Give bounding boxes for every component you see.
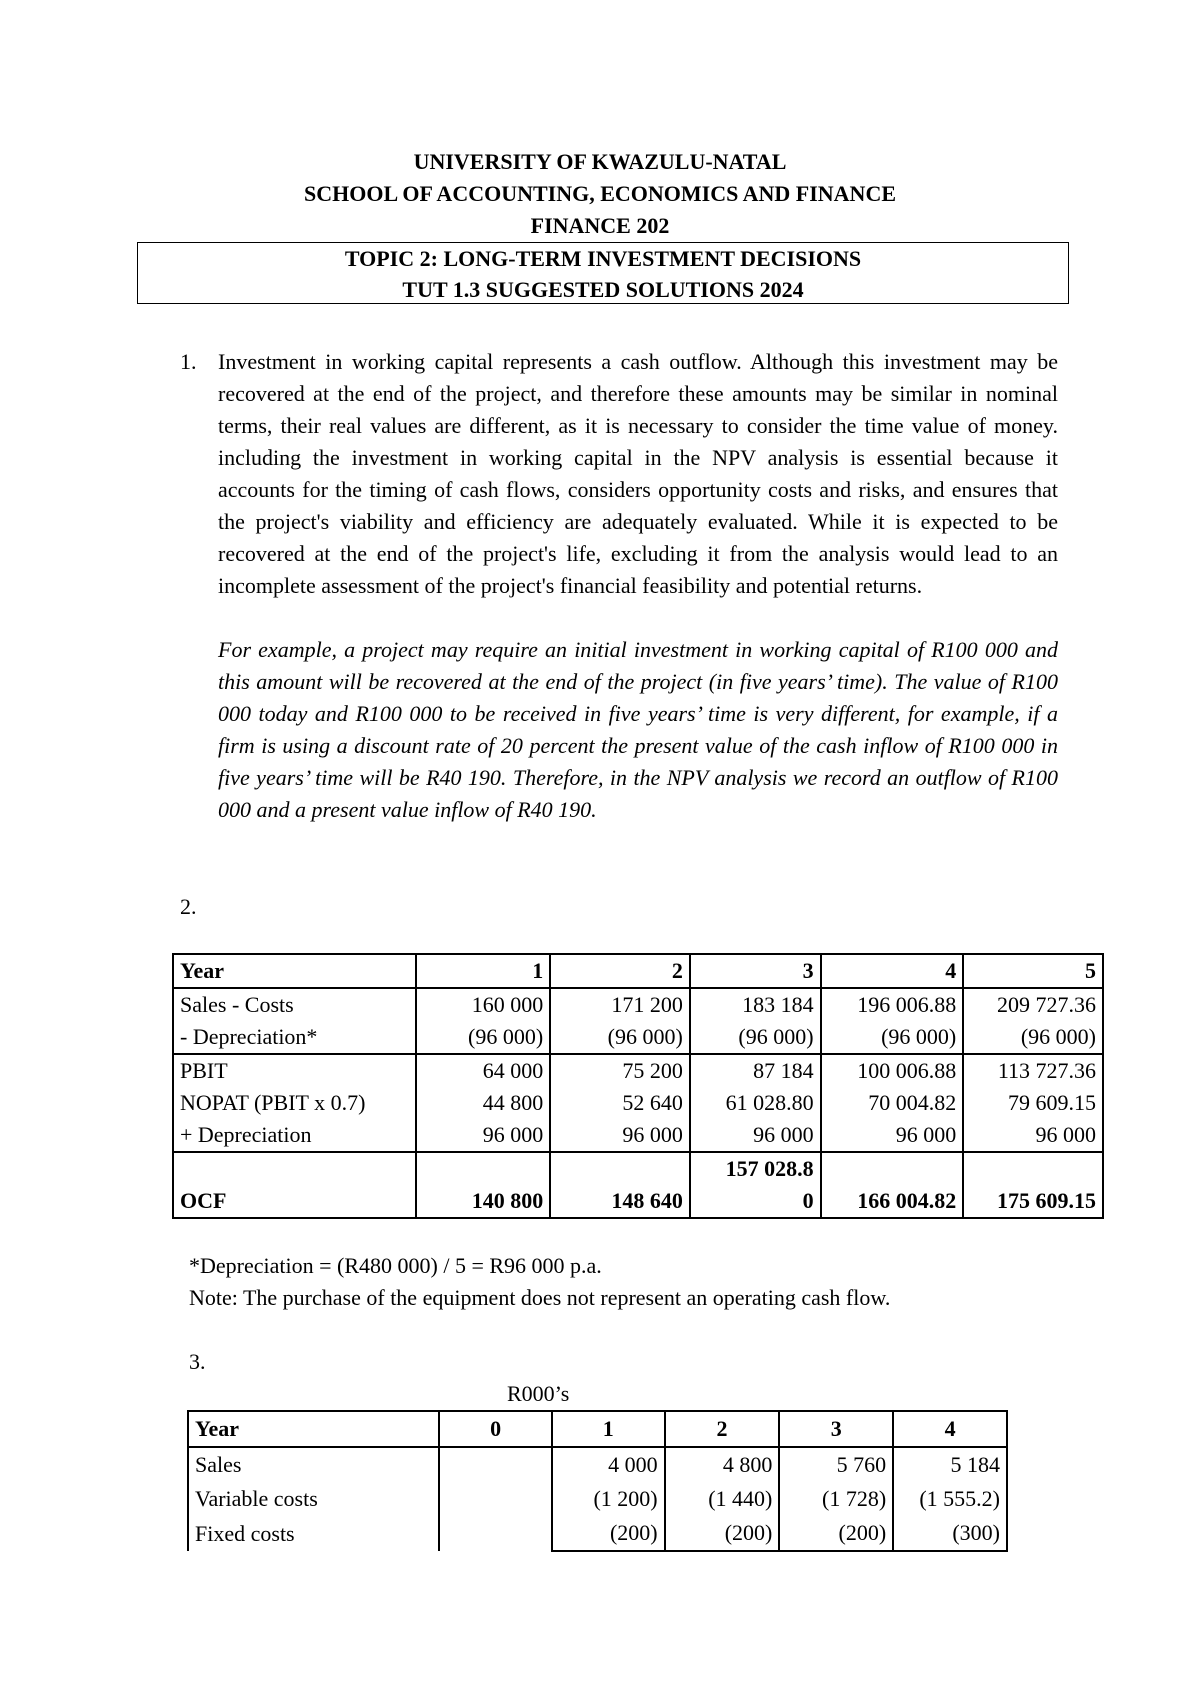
table-header-cell: 2 <box>550 954 690 988</box>
cashflow-table <box>187 1410 1008 1552</box>
table-cell: (96 000) <box>690 1021 821 1054</box>
table-row <box>188 1482 1007 1516</box>
table-row <box>173 988 1103 1021</box>
table-cell: 52 640 <box>550 1087 690 1119</box>
table-cell: (96 000) <box>821 1021 964 1054</box>
table-cell: 79 609.15 <box>963 1087 1103 1119</box>
table-header-cell: 1 <box>416 954 551 988</box>
equipment-note: Note: The purchase of the equipment does not represent an operating cash flow. <box>189 1285 891 1310</box>
table-cell: 5 184 <box>893 1447 1007 1482</box>
table-cell: 75 200 <box>550 1054 690 1087</box>
table-cell: 70 004.82 <box>821 1087 964 1119</box>
table-header-cell: 4 <box>821 954 964 988</box>
table-header-cell: 4 <box>893 1411 1007 1447</box>
table-cell: 209 727.36 <box>963 988 1103 1021</box>
table-cell-line: 157 028.8 <box>725 1156 814 1181</box>
table-cell: 96 000 <box>550 1119 690 1152</box>
table-cell: 100 006.88 <box>821 1054 964 1087</box>
course-title: FINANCE 202 <box>530 213 670 238</box>
table-cell: (1 440) <box>665 1482 780 1516</box>
table-cell: (96 000) <box>416 1021 551 1054</box>
table-row <box>173 1087 1103 1119</box>
table-cell: 175 609.15 <box>963 1152 1103 1218</box>
table-cell <box>690 1152 821 1218</box>
table-cell: (1 555.2) <box>893 1482 1007 1516</box>
table-cell: (200) <box>779 1516 893 1551</box>
table-cell: 171 200 <box>550 988 690 1021</box>
table-row <box>188 1447 1007 1482</box>
table-cell: 96 000 <box>416 1119 551 1152</box>
table-cell: 4 000 <box>552 1447 665 1482</box>
table-header-cell: 0 <box>439 1411 552 1447</box>
ocf-table-header-row <box>173 954 1103 988</box>
cashflow-table-header-row <box>188 1411 1007 1447</box>
row-label: Sales <box>188 1447 439 1482</box>
table-cell: 166 004.82 <box>821 1152 964 1218</box>
table-cell: 61 028.80 <box>690 1087 821 1119</box>
table-cell-line: 0 <box>802 1188 814 1213</box>
depreciation-note: *Depreciation = (R480 000) / 5 = R96 000 p.a. <box>189 1253 602 1278</box>
row-label: NOPAT (PBIT x 0.7) <box>173 1087 416 1119</box>
table-cell: (300) <box>893 1516 1007 1551</box>
table-row <box>188 1516 1007 1551</box>
table-cell <box>439 1482 552 1516</box>
table-cell: 96 000 <box>963 1119 1103 1152</box>
table-cell: 96 000 <box>821 1119 964 1152</box>
table-header-cell: 5 <box>963 954 1103 988</box>
table-row <box>173 1021 1103 1054</box>
table-cell: (1 200) <box>552 1482 665 1516</box>
row-label: Sales - Costs <box>173 988 416 1021</box>
table-cell: 183 184 <box>690 988 821 1021</box>
row-label: OCF <box>173 1152 416 1218</box>
tut-title: TUT 1.3 SUGGESTED SOLUTIONS 2024 <box>402 277 804 302</box>
school-title: SCHOOL OF ACCOUNTING, ECONOMICS AND FINANCE <box>303 181 897 206</box>
topic-title: TOPIC 2: LONG-TERM INVESTMENT DECISIONS <box>344 246 862 271</box>
table-cell: 160 000 <box>416 988 551 1021</box>
units-label: R000’s <box>507 1381 570 1406</box>
table-header-cell: 1 <box>552 1411 665 1447</box>
question-1-answer: Investment in working capital represents a cash outflow. Although this investment may be recovered at the end of the project, and therefore these amounts may be similar in nominal terms, their real values are different, as it is necessary to consider the time value of money. including the investment in working capital in the NPV analysis is essential because it accounts for the timing of cash flows, considers opportunity costs and risks, and ensures that the project's viability and efficiency are adequately evaluated. While it is expected to be recovered at the end of the project's life, excluding it from the analysis would lead to an incomplete assessment of the project's financial feasibility and potential returns. <box>218 349 1058 598</box>
row-label: PBIT <box>173 1054 416 1087</box>
table-cell: (1 728) <box>779 1482 893 1516</box>
row-label: Variable costs <box>188 1482 439 1516</box>
table-cell: (200) <box>665 1516 780 1551</box>
table-cell: 148 640 <box>550 1152 690 1218</box>
university-title: UNIVERSITY OF KWAZULU-NATAL <box>413 149 787 174</box>
table-cell: 5 760 <box>779 1447 893 1482</box>
table-cell <box>439 1516 552 1551</box>
table-cell: (96 000) <box>550 1021 690 1054</box>
table-header-cell: 3 <box>779 1411 893 1447</box>
ocf-total-row <box>173 1152 1103 1218</box>
table-cell: 196 006.88 <box>821 988 964 1021</box>
table-header-cell: 2 <box>665 1411 780 1447</box>
table-cell: 113 727.36 <box>963 1054 1103 1087</box>
table-cell: 64 000 <box>416 1054 551 1087</box>
table-row <box>173 1119 1103 1152</box>
question-2-number: 2. <box>180 894 197 919</box>
table-cell: 44 800 <box>416 1087 551 1119</box>
question-1-example: For example, a project may require an initial investment in working capital of R100 000 and this amount will be recovered at the end of the project (in five years’ time). The value of R100 000 today and R100 000 to be received in five years’ time is very different, for example, if a firm is using a discount rate of 20 percent the present value of the cash inflow of R100 000 in five years’ time will be R40 190. Therefore, in the NPV analysis we record an outflow of R100 000 and a present value inflow of R40 190. <box>218 637 1058 822</box>
table-cell: (200) <box>552 1516 665 1551</box>
question-1-number: 1. <box>180 349 197 374</box>
table-header-cell: 3 <box>690 954 821 988</box>
row-label: - Depreciation* <box>173 1021 416 1054</box>
question-3-number: 3. <box>189 1349 206 1374</box>
table-cell: 140 800 <box>416 1152 551 1218</box>
topic-box <box>137 242 1069 304</box>
table-cell: 4 800 <box>665 1447 780 1482</box>
row-label: + Depreciation <box>173 1119 416 1152</box>
table-row <box>173 1054 1103 1087</box>
table-cell <box>439 1447 552 1482</box>
row-label: Fixed costs <box>188 1516 439 1551</box>
table-cell: 87 184 <box>690 1054 821 1087</box>
table-header-cell: Year <box>173 954 416 988</box>
table-header-cell: Year <box>188 1411 439 1447</box>
table-cell: (96 000) <box>963 1021 1103 1054</box>
ocf-table <box>172 953 1104 1219</box>
table-cell: 96 000 <box>690 1119 821 1152</box>
